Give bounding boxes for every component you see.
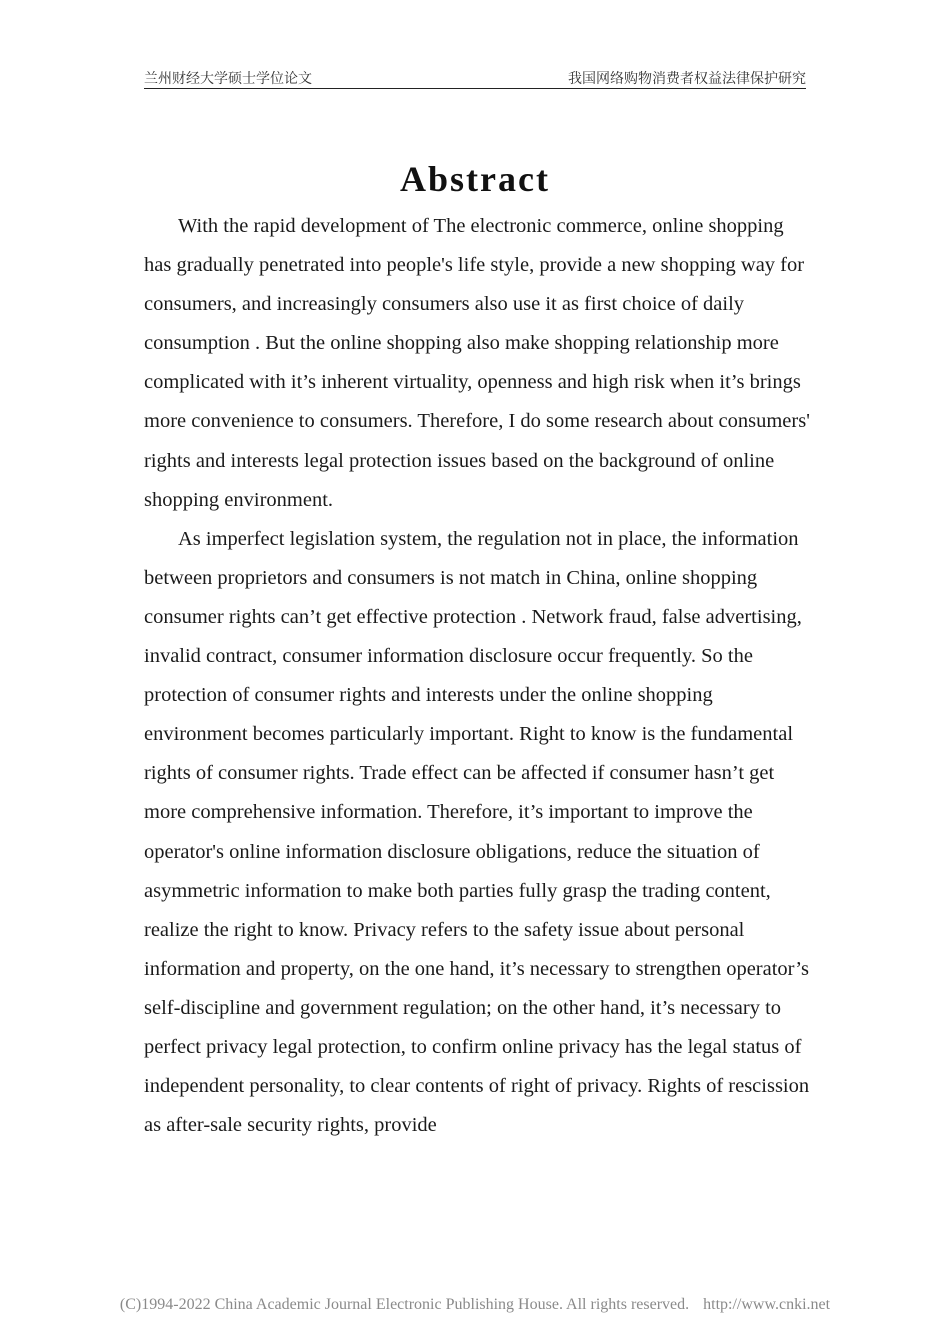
page-title: Abstract	[400, 159, 550, 199]
header-university-title: 兰州财经大学硕士学位论文	[144, 72, 312, 87]
page-footer	[0, 1296, 950, 1314]
abstract-paragraph-2: As imperfect legislation system, the regulation not in place, the information between proprietors and consumers is not match in China, online shopping consumer rights can’t get effective protection . Network fraud, false advertising, invalid contract, consumer information disclosure occur frequently. So the protection of consumer rights and interests under the online shopping environment becomes particularly important. Right to know is the fundamental rights of consumer rights. Trade effect can be affected if consumer hasn’t get more comprehensive information. Therefore, it’s important to improve the operator's online information disclosure obligations, reduce the situation of asymmetric information to make both parties fully grasp the trading content, realize the right to know. Privacy refers to the safety issue about personal information and property, on the one hand, it’s necessary to strengthen operator’s self-discipline and government regulation; on the other hand, it’s necessary to perfect privacy legal protection, to confirm online privacy has the legal status of independent personality, to clear contents of right of privacy. Rights of rescission as after-sale security rights, provide	[144, 527, 810, 1137]
abstract-body	[144, 207, 810, 1145]
running-header	[144, 64, 806, 89]
footer-url[interactable]: http://www.cnki.net	[703, 1296, 831, 1313]
header-thesis-title: 我国网络购物消费者权益法律保护研究	[568, 72, 806, 87]
abstract-paragraph-1: With the rapid development of The electronic commerce, online shopping has gradually penetrated into people's life style, provide a new shopping way for consumers, and increasingly consumers also use it as first choice of daily consumption . But the online shopping also make shopping relationship more complicated with it’s inherent virtuality, openness and high risk when it’s brings more convenience to consumers. Therefore, I do some research about consumers' rights and interests legal protection issues based on the background of online shopping environment.	[144, 215, 810, 511]
footer-copyright: (C)1994-2022 China Academic Journal Electronic Publishing House. All rights reserved.	[119, 1296, 690, 1313]
